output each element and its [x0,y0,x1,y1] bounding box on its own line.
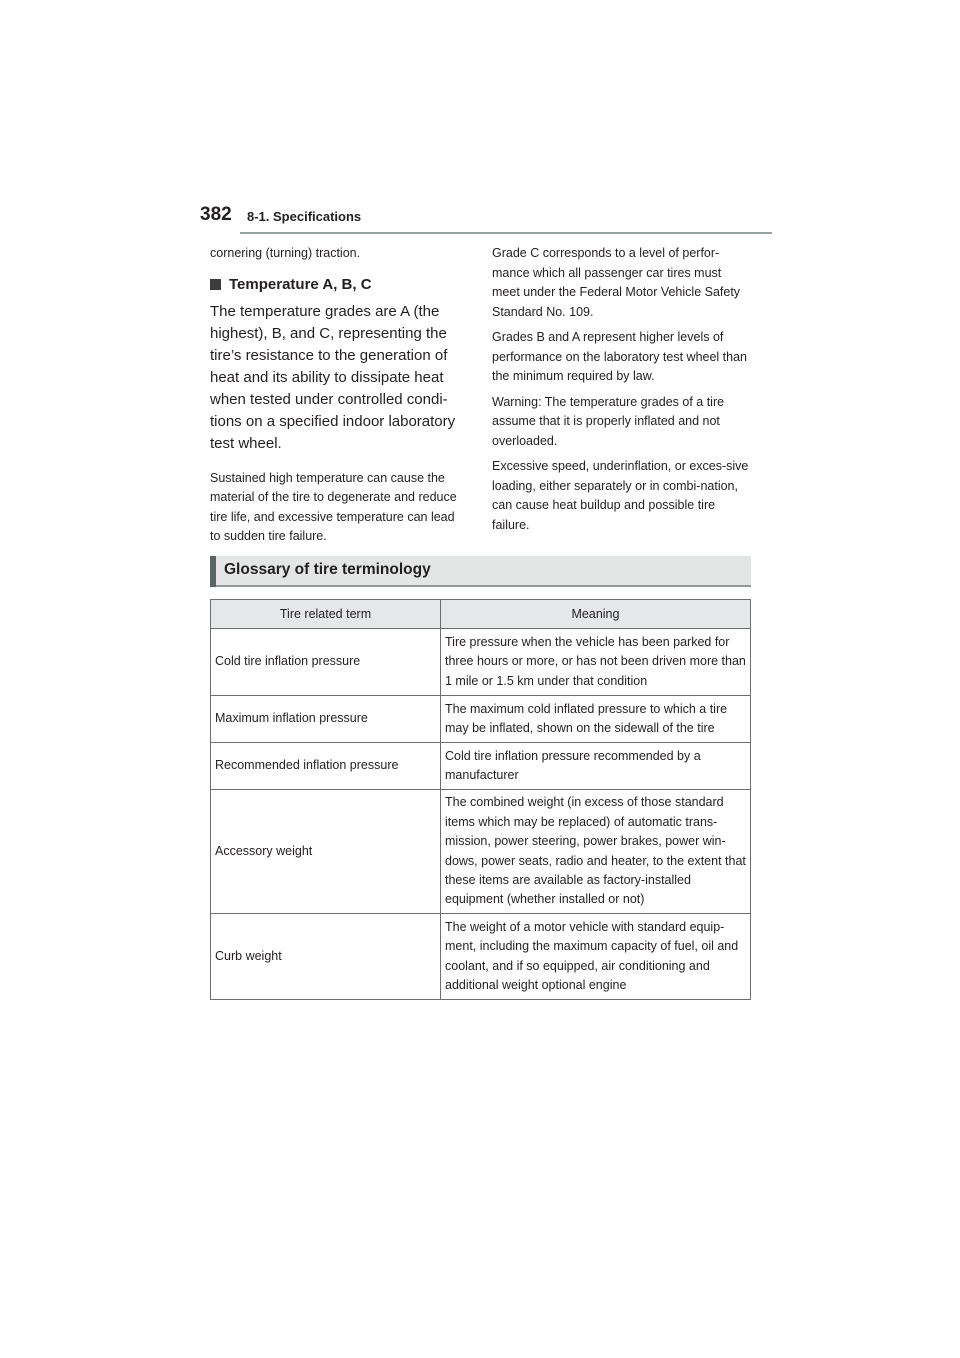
meaning-cell: Cold tire inflation pressure recommended by a manufacturer [441,743,751,790]
page-header [200,204,800,234]
warning-paragraph: Warning: The temperature grades of a tire assume that it is properly inflated and not overloaded. [492,394,725,448]
subheading [210,276,468,293]
table-row [211,914,751,1000]
section-title: 8-1. Specifications [247,209,362,224]
table-row [211,629,751,696]
square-bullet-icon [210,279,221,290]
table-header-row [211,600,751,629]
term-cell: Cold tire inflation pressure [211,629,441,696]
term-cell: Accessory weight [211,790,441,914]
term-cell: Maximum inflation pressure [211,696,441,743]
left-column [210,244,468,547]
column-header-meaning: Meaning [441,600,751,629]
heading-accent [210,556,216,587]
grade-c-paragraph: Grade C corresponds to a level of perfor-mance which all passenger car tires must meet under the Federal Motor Vehicle Safety Standard No. 109. [492,246,741,319]
header-divider [240,232,772,234]
table-row [211,743,751,790]
meaning-cell: Tire pressure when the vehicle has been parked for three hours or more, or has not been driven more than 1 mile or 1.5 km under that condition [441,629,751,696]
column-header-term: Tire related term [211,600,441,629]
excessive-speed-paragraph: Excessive speed, underinflation, or exces-sive loading, either separately or in combi-nation, can cause heat buildup and possible tire failure. [492,459,749,532]
grades-ba-paragraph: Grades B and A represent higher levels of performance on the laboratory test wheel than the minimum required by law. [492,330,748,383]
meaning-cell: The maximum cold inflated pressure to which a tire may be inflated, shown on the sidewall of the tire [441,696,751,743]
temperature-paragraph: The temperature grades are A (the highest), B, and C, representing the tire’s resistance to the generation of heat and its ability to dissipate heat when tested under controlled condi-tions on a specified indoor laboratory test wheel. [210,302,456,452]
glossary-heading [210,556,751,587]
glossary-title: Glossary of tire terminology [224,561,431,578]
right-column [492,244,750,541]
subheading-label: Temperature A, B, C [229,275,372,293]
meaning-cell: The combined weight (in excess of those standard items which may be replaced) of automatic trans-mission, power steering, power brakes, power win-dows, power seats, radio and heater, to the extent that these items are available as factory-installed equipment (whether installed or not) [441,790,751,914]
meaning-cell: The weight of a motor vehicle with standard equip-ment, including the maximum capacity of fuel, oil and coolant, and if so equipped, air conditioning and additional weight optional engine [441,914,751,1000]
temperature-note: Sustained high temperature can cause the material of the tire to degenerate and reduce tire life, and excessive temperature can lead to sudden tire failure. [210,470,457,543]
table-row [211,696,751,743]
page-number: 382 [200,204,232,225]
term-cell: Recommended inflation pressure [211,743,441,790]
table-row [211,790,751,914]
continuation-text: cornering (turning) traction. [210,246,361,260]
term-cell: Curb weight [211,914,441,1000]
glossary-table [210,599,751,1000]
